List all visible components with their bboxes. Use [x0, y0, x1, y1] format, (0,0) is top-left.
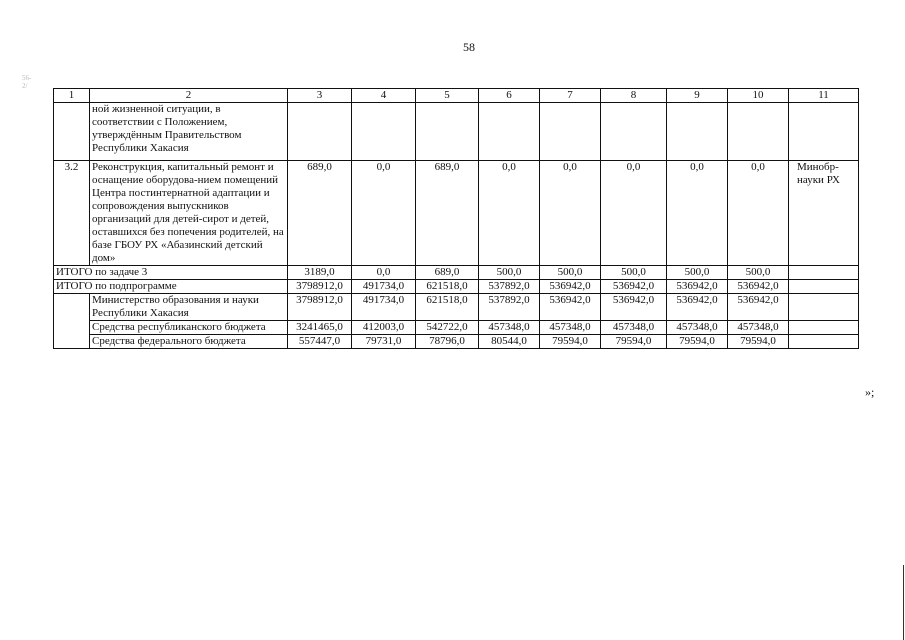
value-cell: 621518,0	[416, 294, 479, 321]
value-cell: 536942,0	[601, 294, 667, 321]
value-cell: 457348,0	[667, 321, 728, 335]
table-header-row	[54, 89, 859, 103]
value-cell: 0,0	[728, 161, 789, 266]
table-row-ministry	[54, 294, 859, 321]
value-cell: 457348,0	[601, 321, 667, 335]
value-cell: 412003,0	[352, 321, 416, 335]
value-cell: 0,0	[601, 161, 667, 266]
value-cell: 80544,0	[479, 335, 540, 349]
value-cell: 536942,0	[540, 280, 601, 294]
value-cell: 536942,0	[728, 294, 789, 321]
row-label: ИТОГО по подпрограмме	[54, 280, 288, 294]
value-cell: 457348,0	[479, 321, 540, 335]
value-cell: 457348,0	[540, 321, 601, 335]
header-cell: 11	[789, 89, 859, 103]
page-edge-line	[903, 565, 904, 640]
header-cell: 3	[288, 89, 352, 103]
value-cell: 79731,0	[352, 335, 416, 349]
value-cell: 542722,0	[416, 321, 479, 335]
value-cell: 689,0	[416, 161, 479, 266]
value-cell: 621518,0	[416, 280, 479, 294]
value-cell: 79594,0	[540, 335, 601, 349]
table-row-total-task3	[54, 266, 859, 280]
value-cell: 491734,0	[352, 280, 416, 294]
value-cell: 500,0	[601, 266, 667, 280]
value-cell: 500,0	[728, 266, 789, 280]
value-cell: 536942,0	[540, 294, 601, 321]
value-cell: 500,0	[667, 266, 728, 280]
value-cell: 79594,0	[667, 335, 728, 349]
value-cell: 536942,0	[601, 280, 667, 294]
value-cell: 3798912,0	[288, 294, 352, 321]
table-row-3-2	[54, 161, 859, 266]
page-number: 58	[463, 40, 475, 54]
header-cell: 1	[54, 89, 90, 103]
row-name: Реконструкция, капитальный ремонт и оснащение оборудова-нием помещений Центра постинтернатной адаптации и сопровождения выпускников организаций для детей-сирот и детей, оставшихся без попечения родителей, на базе ГБОУ РХ «Абазинский детский дом»	[90, 161, 288, 266]
header-cell: 5	[416, 89, 479, 103]
header-cell: 9	[667, 89, 728, 103]
value-cell: 78796,0	[416, 335, 479, 349]
value-cell: 3241465,0	[288, 321, 352, 335]
header-cell: 7	[540, 89, 601, 103]
row-label: Средства республиканского бюджета	[90, 321, 288, 335]
value-cell: 0,0	[352, 266, 416, 280]
table-row-federal-budget	[54, 335, 859, 349]
value-cell: 79594,0	[728, 335, 789, 349]
header-cell: 2	[90, 89, 288, 103]
row-label: ИТОГО по задаче 3	[54, 266, 288, 280]
value-cell: 0,0	[352, 161, 416, 266]
value-cell: 79594,0	[601, 335, 667, 349]
executor-cell: Минобр-науки РХ	[789, 161, 859, 266]
value-cell: 491734,0	[352, 294, 416, 321]
value-cell: 0,0	[540, 161, 601, 266]
value-cell: 3189,0	[288, 266, 352, 280]
value-cell: 537892,0	[479, 280, 540, 294]
table-row-total-subprogram	[54, 280, 859, 294]
value-cell: 0,0	[667, 161, 728, 266]
value-cell: 500,0	[479, 266, 540, 280]
value-cell: 536942,0	[667, 280, 728, 294]
table-row-republic-budget	[54, 321, 859, 335]
row-label: Министерство образования и науки Республики Хакасия	[90, 294, 288, 321]
value-cell: 0,0	[479, 161, 540, 266]
value-cell: 557447,0	[288, 335, 352, 349]
margin-mark: 56-2/	[22, 74, 32, 90]
value-cell: 500,0	[540, 266, 601, 280]
value-cell: 689,0	[288, 161, 352, 266]
row-number: 3.2	[54, 161, 90, 266]
value-cell: 536942,0	[728, 280, 789, 294]
header-cell: 4	[352, 89, 416, 103]
table-row-continuation	[54, 103, 859, 161]
value-cell: 536942,0	[667, 294, 728, 321]
value-cell: 457348,0	[728, 321, 789, 335]
value-cell: 537892,0	[479, 294, 540, 321]
value-cell: 3798912,0	[288, 280, 352, 294]
header-cell: 10	[728, 89, 789, 103]
header-cell: 6	[479, 89, 540, 103]
continuation-text: ной жизненной ситуации, в соответствии с Положением, утверждённым Правительством Республики Хакасия	[90, 103, 288, 161]
budget-table	[53, 88, 859, 349]
header-cell: 8	[601, 89, 667, 103]
row-label: Средства федерального бюджета	[90, 335, 288, 349]
value-cell: 689,0	[416, 266, 479, 280]
closing-quote: »;	[865, 385, 875, 399]
